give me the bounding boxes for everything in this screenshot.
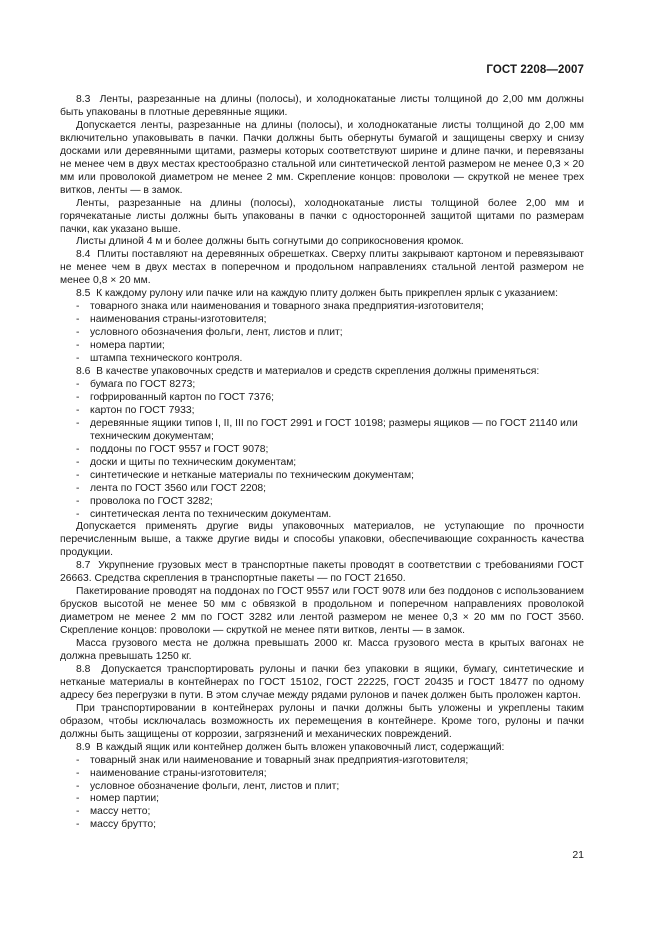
paragraph-text: В качестве упаковочных средств и материалов и средств скрепления должны применяться:	[96, 366, 540, 378]
list-dash: -	[76, 443, 80, 455]
numbered-paragraph	[60, 288, 584, 301]
paragraph-text: При транспортировании в контейнерах рулоны и пачки должны быть уложены и укреплены таким образом, чтобы исключалась возможность их перемещения в контейнере. Кроме того, рулоны и пачки должны быть защищены от коррозии, загрязнений и механических повреждений.	[60, 702, 584, 740]
list-item	[76, 340, 584, 353]
list-item-text: условного обозначения фольги, лент, листов и плит;	[90, 327, 343, 339]
list-dash: -	[76, 301, 80, 313]
paragraph	[60, 198, 584, 237]
clause-number: 8.7	[76, 560, 91, 572]
list-item-text: лента по ГОСТ 3560 или ГОСТ 2208;	[90, 482, 266, 494]
paragraph-text: Допускается применять другие виды упаковочных материалов, не уступающие по прочности перечисленным выше, а также другие виды и способы упаковки, обеспечивающие сохранность качества продукции.	[60, 521, 584, 559]
list-dash: -	[76, 378, 80, 390]
document-body	[60, 94, 584, 832]
list-dash: -	[76, 340, 80, 352]
numbered-paragraph	[60, 560, 584, 586]
paragraph-text: К каждому рулону или пачке или на каждую плиту должен быть прикреплен ярлык с указанием:	[96, 288, 558, 300]
list-dash: -	[76, 391, 80, 403]
list-dash: -	[76, 456, 80, 468]
clause-number: 8.4	[76, 249, 91, 261]
list-item	[76, 470, 584, 483]
list-dash: -	[76, 314, 80, 326]
list-item	[76, 768, 584, 781]
list-item-text: наименование страны-изготовителя;	[90, 767, 267, 779]
document-code-header: ГОСТ 2208—2007	[486, 64, 584, 76]
numbered-paragraph	[60, 366, 584, 379]
numbered-paragraph	[60, 249, 584, 288]
paragraph	[60, 638, 584, 664]
numbered-paragraph	[60, 742, 584, 755]
list-item	[76, 353, 584, 366]
paragraph-text: В каждый ящик или контейнер должен быть вложен упаковочный лист, содержащий:	[96, 741, 505, 753]
paragraph-text: Листы длиной 4 м и более должны быть согнутыми до соприкосновения кромок.	[76, 236, 464, 248]
list-dash: -	[76, 327, 80, 339]
list-item-text: проволока по ГОСТ 3282;	[90, 495, 213, 507]
paragraph-text: Ленты, разрезанные на длины (полосы), холоднокатаные листы толщиной более 2,00 мм и горячекатаные листы должны быть упакованы в пачки с односторонней защитой щитами по размерам пачки, как указано выше.	[60, 197, 584, 235]
list-item-text: синтетическая лента по техническим документам.	[90, 508, 332, 520]
page-number: 21	[572, 849, 584, 861]
list-item	[76, 483, 584, 496]
numbered-paragraph	[60, 94, 584, 120]
list-item-text: синтетические и нетканые материалы по техническим документам;	[90, 469, 414, 481]
paragraph	[60, 586, 584, 638]
clause-number: 8.6	[76, 366, 91, 378]
list-item	[76, 301, 584, 314]
list-item-text: деревянные ящики типов I, II, III по ГОСТ 2991 и ГОСТ 10198; размеры ящиков — по ГОСТ 21140 или техническим документам;	[90, 417, 578, 442]
list-dash: -	[76, 495, 80, 507]
list-item-text: наименования страны-изготовителя;	[90, 314, 267, 326]
list-dash: -	[76, 819, 80, 831]
list-item	[76, 418, 584, 444]
list-item-text: бумага по ГОСТ 8273;	[90, 378, 196, 390]
list-item-text: массу нетто;	[90, 806, 151, 818]
list-item-text: гофрированный картон по ГОСТ 7376;	[90, 391, 274, 403]
paragraph-text: Укрупнение грузовых мест в транспортные пакеты проводят в соответствии с требованиями ГОСТ 26663. Средства скрепления в транспортные пакеты — по ГОСТ 21650.	[60, 560, 584, 585]
clause-number: 8.8	[76, 663, 91, 675]
list-dash: -	[76, 754, 80, 766]
list-dash: -	[76, 482, 80, 494]
list-dash: -	[76, 767, 80, 779]
clause-number: 8.5	[76, 288, 91, 300]
list-item	[76, 793, 584, 806]
paragraph-text: Пакетирование проводят на поддонах по ГОСТ 9557 или ГОСТ 9078 или без поддонов с использованием брусков высотой не менее 50 мм с обвязкой в продольном и поперечном направлениях проволокой диаметром не менее 2 мм по ГОСТ 3282 или лентой размером не менее 0,3 × 20 мм по ГОСТ 3560. Скрепление концов: проволоки — скруткой не менее пяти витков, ленты — в замок.	[60, 586, 584, 637]
list-item	[76, 392, 584, 405]
list-dash: -	[76, 353, 80, 365]
list-item	[76, 457, 584, 470]
list-item-text: номер партии;	[90, 793, 160, 805]
paragraph-text: Масса грузового места не должна превышать 2000 кг. Масса грузового места в крытых вагонах не должна превышать 1250 кг.	[60, 638, 584, 662]
list-item	[76, 755, 584, 768]
paragraph-text: Ленты, разрезанные на длины (полосы), и холоднокатаные листы толщиной до 2,00 мм должны быть упакованы в плотные деревянные ящики.	[60, 94, 584, 118]
list-dash: -	[76, 469, 80, 481]
list-item	[76, 496, 584, 509]
list-item	[76, 819, 584, 832]
clause-number: 8.9	[76, 741, 91, 753]
list-item-text: картон по ГОСТ 7933;	[90, 404, 195, 416]
list-item	[76, 444, 584, 457]
list-item	[76, 806, 584, 819]
list-item	[76, 327, 584, 340]
list-item-text: товарный знак или наименование и товарный знак предприятия-изготовителя;	[90, 754, 469, 766]
list-item-text: условное обозначение фольги, лент, листов и плит;	[90, 780, 340, 792]
list-dash: -	[76, 780, 80, 792]
list-item	[76, 509, 584, 522]
list-item	[76, 314, 584, 327]
paragraph-text: Допускается транспортировать рулоны и пачки без упаковки в ящики, бумагу, синтетические и нетканые материалы в контейнерах по ГОСТ 15102, ГОСТ 22225, ГОСТ 20435 и ГОСТ 18477 по одному адресу без перегрузки в пути. В этом случае между рядами рулонов и пачек должен быть проложен картон.	[60, 663, 584, 701]
numbered-paragraph	[60, 664, 584, 703]
paragraph-text: Плиты поставляют на деревянных обрешетках. Сверху плиты закрывают картоном и перевязывают не менее чем в двух местах в поперечном и продольном направлениях стальной лентой размером не менее 0,8 × 20 мм.	[60, 249, 585, 287]
list-item-text: доски и щиты по техническим документам;	[90, 456, 297, 468]
list-dash: -	[76, 404, 80, 416]
list-dash: -	[76, 793, 80, 805]
list-item-text: номера партии;	[90, 340, 165, 352]
paragraph	[60, 120, 584, 198]
list-dash: -	[76, 806, 80, 818]
list-dash: -	[76, 508, 80, 520]
list-item-text: массу брутто;	[90, 819, 156, 831]
list-item	[76, 405, 584, 418]
list-item-text: товарного знака или наименования и товарного знака предприятия-изготовителя;	[90, 301, 484, 313]
list-dash: -	[76, 417, 80, 429]
clause-number: 8.3	[76, 94, 91, 105]
list-item	[76, 379, 584, 392]
list-item-text: поддоны по ГОСТ 9557 и ГОСТ 9078;	[90, 443, 269, 455]
paragraph-text: Допускается ленты, разрезанные на длины (полосы), и холоднокатаные листы толщиной до 2,00 мм включительно упаковывать в пачки. Пачки должны быть обернуты бумагой и защищены сверху и снизу досками или деревянными щитами, размеры которых соответствуют ширине и длине пачки, и перевязаны не менее чем в двух местах крестообразно стальной или синтетической лентой размером не менее 0,3 × 20 мм или проволокой диаметром не менее 2 мм. Скрепление концов: проволоки — скруткой не менее трех витков, ленты — в замок.	[60, 119, 584, 196]
list-item-text: штампа технического контроля.	[90, 353, 243, 365]
paragraph	[60, 703, 584, 742]
paragraph	[60, 236, 584, 249]
list-item	[76, 781, 584, 794]
paragraph	[60, 521, 584, 560]
